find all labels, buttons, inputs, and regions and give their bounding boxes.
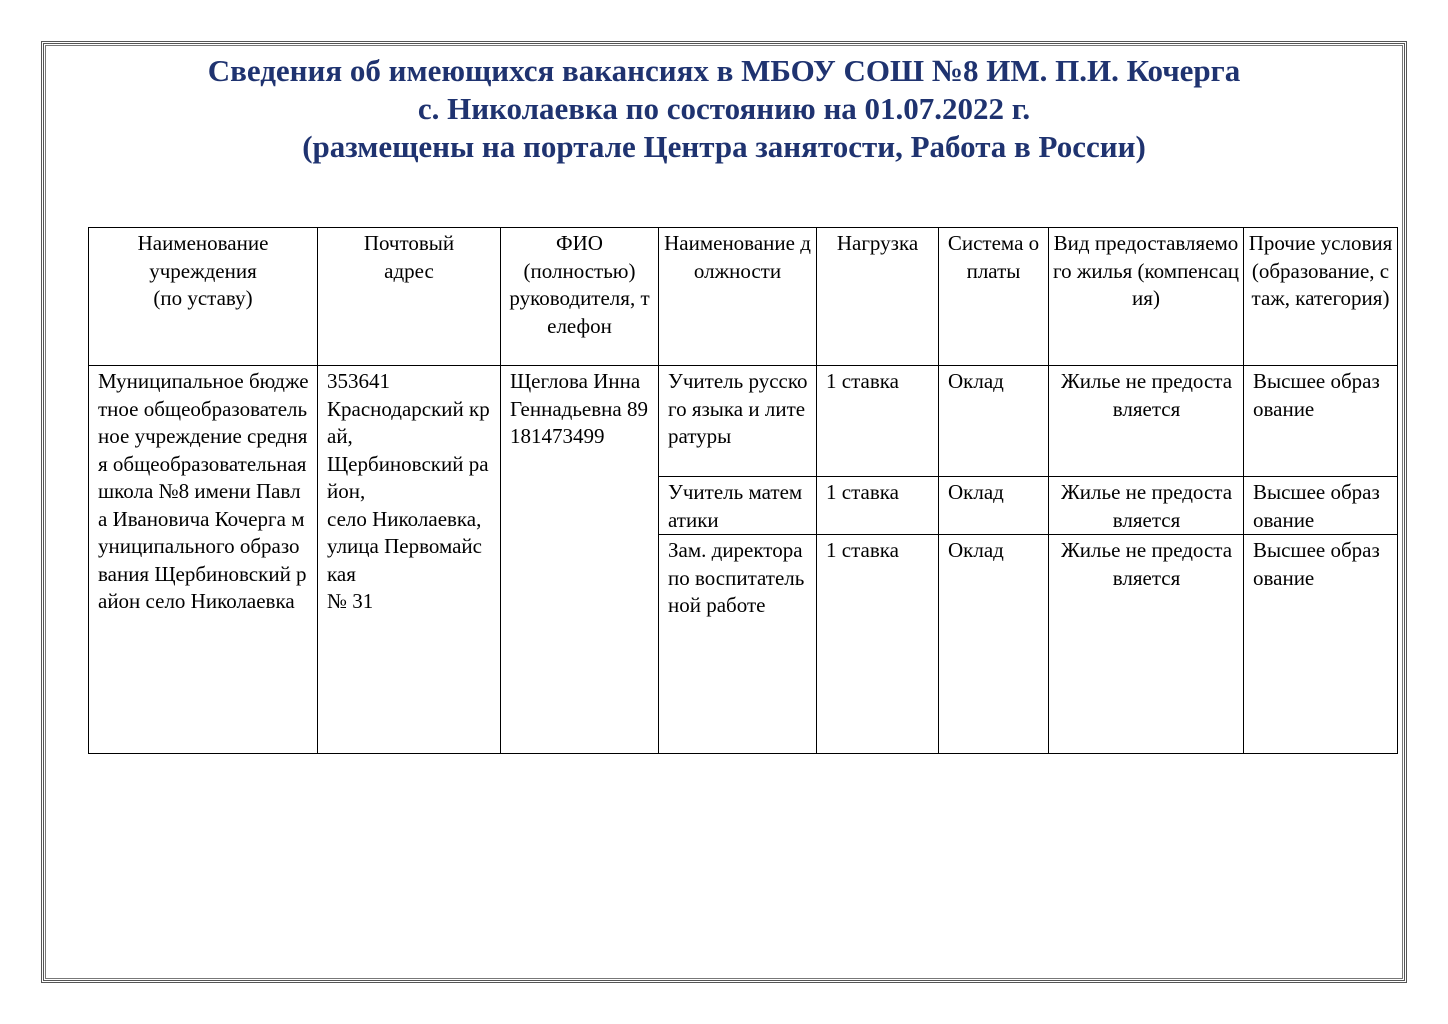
header-institution: Наименование учреждения (по уставу) <box>89 228 318 366</box>
header-address: Почтовый адрес <box>318 228 501 366</box>
conditions-cell: Высшее образование <box>1244 477 1398 535</box>
housing-cell: Жилье не предоставляется <box>1049 477 1244 535</box>
housing-cell: Жилье не предоставляется <box>1049 535 1244 754</box>
table-row <box>89 366 1398 477</box>
payment-cell: Оклад <box>939 366 1049 477</box>
header-housing: Вид предоставляемого жилья (компенсация) <box>1049 228 1244 366</box>
header-position: Наименование должности <box>659 228 817 366</box>
table-header-row <box>89 228 1398 366</box>
load-cell: 1 ставка <box>817 477 939 535</box>
vacancies-table <box>88 227 1398 754</box>
title-line-1: Сведения об имеющихся вакансиях в МБОУ СОШ №8 ИМ. П.И. Кочерга <box>207 53 1241 88</box>
header-conditions: Прочие условия (образование, стаж, категория) <box>1244 228 1398 366</box>
housing-cell: Жилье не предоставляется <box>1049 366 1244 477</box>
position-cell: Учитель математики <box>659 477 817 535</box>
institution-cell: Муниципальное бюджетное общеобразовательное учреждение средняя общеобразовательная школа №8 имени Павла Ивановича Кочерга муниципального образования Щербиновский район село Николаевка <box>89 366 318 754</box>
conditions-cell: Высшее образование <box>1244 366 1398 477</box>
title-line-3: (размещены на портале Центра занятости, Работа в России) <box>302 129 1146 164</box>
load-cell: 1 ставка <box>817 366 939 477</box>
address-cell: 353641 Краснодарский край, Щербиновский район, село Николаевка, улица Первомайская № 31 <box>318 366 501 754</box>
position-cell: Учитель русского языка и литературы <box>659 366 817 477</box>
conditions-cell: Высшее образование <box>1244 535 1398 754</box>
payment-cell: Оклад <box>939 535 1049 754</box>
load-cell: 1 ставка <box>817 535 939 754</box>
title-line-2: с. Николаевка по состоянию на 01.07.2022 г. <box>417 91 1031 126</box>
position-cell: Зам. директора по воспитательной работе <box>659 535 817 754</box>
header-director: ФИО (полностью) руководителя, телефон <box>501 228 659 366</box>
header-load: Нагрузка <box>817 228 939 366</box>
header-payment: Система оплаты <box>939 228 1049 366</box>
payment-cell: Оклад <box>939 477 1049 535</box>
director-cell: Щеглова Инна Геннадьевна 89181473499 <box>501 366 659 754</box>
document-title <box>0 52 1448 166</box>
